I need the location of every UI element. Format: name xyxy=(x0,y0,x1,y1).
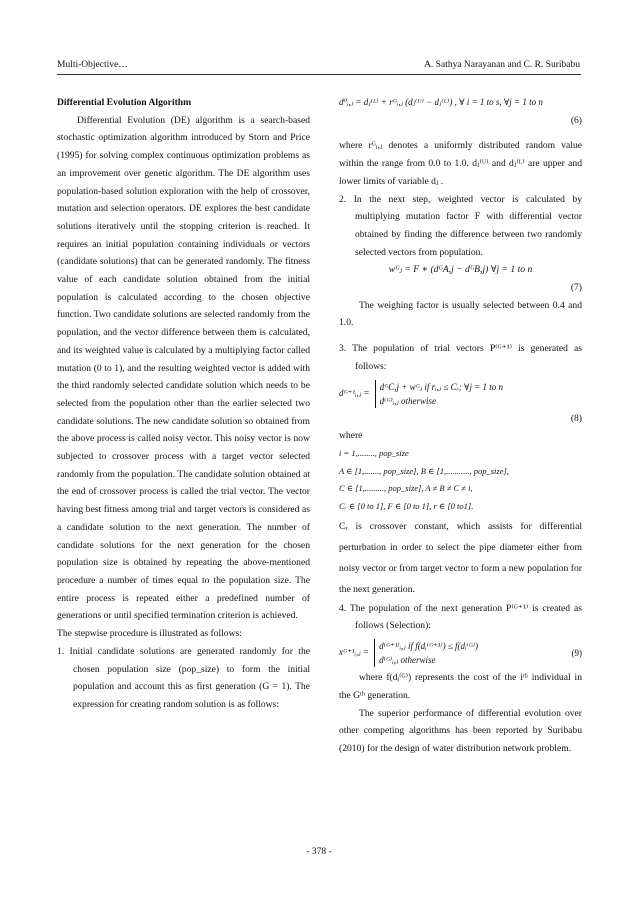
equation-8-case-2: d⁽ᴳ⁾ᵢ,ⱼ otherwise xyxy=(379,395,436,406)
intro-paragraph: Differential Evolution (DE) algorithm is a search-based stochastic optimization algorithm introduced by Storn and Price (1995) for solving complex continuous optimization problems as an improvement over genetic algorithm. The DE algorithm uses population-based solution exploration with the help of crossover, mutation and selection operators. DE explores the best candidate solutions iteratively until the stopping criterion is reached. It requires an initial population containing individuals or vectors (candidate solutions) that can be generated randomly. The fitness value of each candidate solution obtained from the initial population is calculated according to the chosen objective function. Two candidate solutions are selected randomly from the population, and the vector difference between them is calculated, and its weighted value is calculated by a multiplying factor called mutation (0 to 1), and the resulting weighted vector is added with the third randomly selected candidate solution which needs to be selected from the population other than the earlier selected two candidate solutions. The new candidate solution so obtained from the above process is called noisy vector. This noisy vector is now subjected to crossover process with a target vector selected randomly from the population. The candidate solution obtained at the end of crossover process is called the trial vector. The vector having best fitness among trial and target vectors is considered as a candidate solution to the next generation. The number of candidate solutions for the next generation for the chosen population size is obtained by repeating the above-mentioned procedure a number of times equal to the population size. The entire process is repeated either a predefined number of generations or until specified termination criterion is achieved. xyxy=(57,114,310,622)
page-number: - 378 - xyxy=(306,846,332,857)
condition-4: Cᵣ ∈ [0 to 1], F ∈ [0 to 1], r ∈ [0 to1]. xyxy=(339,501,474,512)
equation-9 xyxy=(339,639,582,667)
condition-3: C ∈ [1,........., pop_size], A ≠ B ≠ C ≠ i, xyxy=(339,483,473,494)
equation-8 xyxy=(339,380,582,408)
equation-9-lhs: xᴳ⁺¹ᵢ,ⱼ = xyxy=(339,647,369,658)
condition-1: i = 1,........, pop_size xyxy=(339,447,409,458)
equation-8-cases xyxy=(375,380,503,408)
equation-9-number: (9) xyxy=(571,648,582,659)
step-3: 3. The population of trial vectors P⁽ᴳ⁺¹⁾ is generated as follows: xyxy=(339,343,582,372)
section-title: Differential Evolution Algorithm xyxy=(57,97,192,108)
header-rule xyxy=(57,74,581,75)
equation-9-case-2: d⁽ᴳ⁾ᵢ,ⱼ otherwise xyxy=(379,655,436,666)
superior-performance-paragraph: The superior performance of differential evolution over other competing algorithms has been reported by Suribabu (2010) for the design of water distribution network problem. xyxy=(339,707,582,754)
crossover-constant-text: Cᵣ is crossover constant, which assists for differential perturbation in order to select the pipe diameter either from noisy vector or from target vector to form a new population for the next generation. xyxy=(339,520,582,595)
equation-8-number: (8) xyxy=(570,412,582,424)
stepwise-intro: The stepwise procedure is illustrated as follows: xyxy=(57,628,242,640)
where-label: where xyxy=(339,430,363,442)
running-header-left: Multi-Objective… xyxy=(57,60,128,70)
equation-9-cases xyxy=(374,639,478,667)
condition-2: A ∈ [1,......., pop_size], B ∈ [1,..........., pop_size], xyxy=(339,465,509,476)
equation-9-case-1: d⁽ᴳ⁺¹⁾ᵢ,ⱼ if f(dᵢ⁽ᴳ⁺¹⁾) ≤ f(dᵢ⁽ᴳ⁾) xyxy=(379,641,478,652)
where-cost-text: where f(dᵢ⁽ᴳ⁾) represents the cost of the iᵗʰ individual in the Gᵗʰ generation. xyxy=(339,672,582,701)
left-column xyxy=(57,94,310,714)
right-column xyxy=(339,94,582,758)
step-1: 1. Initial candidate solutions are generated randomly for the chosen population size (pop_size) to form the initial population and account this as first generation (G = 1). The expression for creating random solution is as follows: xyxy=(57,645,310,710)
step-2: 2. In the next step, weighted vector is calculated by multiplying mutation factor F with differential vector obtained by finding the difference between two randomly selected vectors from population. xyxy=(339,193,582,258)
equation-8-lhs: dᴳ⁺¹ᵢ,ⱼ = xyxy=(339,387,370,398)
equation-6-number: (6) xyxy=(570,114,582,126)
weighing-factor-text: The weighing factor is usually selected between 0.4 and 1.0. xyxy=(339,299,582,329)
running-header-right: A. Sathya Narayanan and C. R. Suribabu xyxy=(424,60,580,70)
where-random-value: where rᴳᵢ,ⱼ denotes a uniformly distributed random value within the range from 0.0 to 1.0. dⱼ⁽ᵁ⁾ and dⱼ⁽ᴸ⁾ are upper and lower limits of variable dⱼ . xyxy=(339,140,582,187)
step-4: 4. The population of the next generation P⁽ᴳ⁺¹⁾ is created as follows (Selection): xyxy=(339,602,582,632)
equation-8-case-1: dᴳC,j + wᴳⱼ if rᵢ,ⱼ ≤ Cᵣ; ∀j = 1 to n xyxy=(379,381,504,392)
equation-6: d⁰ᵢ,ⱼ = dⱼ⁽ᴸ⁾ + rᴳᵢ,ⱼ (dⱼ⁽ᵁ⁾ − dⱼ⁽ᴸ⁾) , ∀ i = 1 to s, ∀j = 1 to n xyxy=(339,97,543,107)
equation-7: wᴳⱼ = F ∗ (dᴳA,j − dᴳB,j) ∀j = 1 to n xyxy=(388,264,533,276)
equation-7-number: (7) xyxy=(570,282,582,294)
